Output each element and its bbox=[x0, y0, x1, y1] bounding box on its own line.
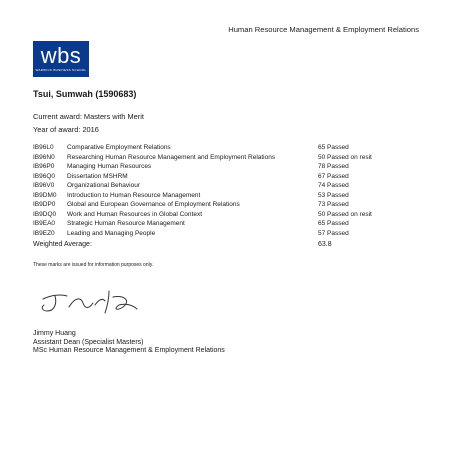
module-mark: 50 Passed on resit bbox=[318, 153, 372, 161]
module-list bbox=[33, 143, 423, 238]
module-row bbox=[33, 153, 423, 163]
wbs-logo bbox=[33, 41, 89, 77]
module-code: IB9DP0 bbox=[33, 201, 56, 208]
module-title: Introduction to Human Resource Management bbox=[67, 191, 201, 199]
module-code: IB96N0 bbox=[33, 153, 55, 161]
disclaimer-text: These marks are issued for information purposes only. bbox=[33, 262, 154, 268]
signatory-block bbox=[33, 330, 225, 356]
module-title: Comparative Employment Relations bbox=[67, 144, 171, 151]
weighted-average-value: 63.8 bbox=[318, 241, 332, 248]
module-code: IB96V0 bbox=[33, 182, 55, 189]
module-mark: 65 Passed bbox=[318, 220, 349, 227]
current-award: Current award: Masters with Merit bbox=[33, 112, 144, 121]
module-mark: 78 Passed bbox=[318, 163, 349, 170]
module-row bbox=[33, 210, 423, 220]
module-title: Dissertation MSHRM bbox=[67, 172, 128, 180]
logo-subtitle: WARWICK BUSINESS SCHOOL bbox=[35, 68, 87, 72]
signatory-name: Jimmy Huang bbox=[33, 330, 76, 337]
module-mark: 74 Passed bbox=[318, 182, 349, 189]
signatory-programme: MSc Human Resource Management & Employment Relations bbox=[33, 347, 225, 355]
module-code: IB96P0 bbox=[33, 163, 55, 170]
module-title: Global and European Governance of Employment Relations bbox=[67, 201, 240, 208]
module-mark: 57 Passed bbox=[318, 229, 349, 237]
module-code: IB9EA0 bbox=[33, 220, 56, 227]
module-code: IB9DQ0 bbox=[33, 210, 57, 218]
module-title: Organizational Behaviour bbox=[67, 182, 140, 189]
year-of-award: Year of award: 2016 bbox=[33, 125, 99, 134]
weighted-average-label: Weighted Average: bbox=[33, 241, 92, 248]
module-mark: 67 Passed bbox=[318, 172, 349, 180]
module-mark: 50 Passed on resit bbox=[318, 210, 372, 218]
weighted-average bbox=[33, 241, 423, 251]
module-row bbox=[33, 181, 423, 191]
module-row bbox=[33, 162, 423, 172]
module-mark: 53 Passed bbox=[318, 191, 349, 199]
module-code: IB9DM0 bbox=[33, 191, 57, 199]
module-code: IB96Q0 bbox=[33, 172, 56, 180]
module-title: Managing Human Resources bbox=[67, 163, 152, 170]
module-code: IB96L0 bbox=[33, 144, 54, 151]
module-title: Researching Human Resource Management and Employment Relations bbox=[67, 153, 276, 161]
logo-wordmark: wbs bbox=[40, 43, 82, 68]
module-row bbox=[33, 219, 423, 229]
module-row bbox=[33, 172, 423, 182]
programme-header: Human Resource Management & Employment Relations bbox=[228, 25, 419, 34]
module-row bbox=[33, 229, 423, 239]
signature-image bbox=[33, 285, 143, 325]
module-title: Leading and Managing People bbox=[67, 229, 156, 237]
module-mark: 73 Passed bbox=[318, 201, 349, 208]
signatory-role: Assistant Dean (Specialist Masters) bbox=[33, 338, 144, 346]
module-row bbox=[33, 143, 423, 153]
module-mark: 65 Passed bbox=[318, 144, 349, 151]
module-title: Work and Human Resources in Global Context bbox=[67, 210, 202, 218]
module-code: IB9EZ0 bbox=[33, 229, 55, 237]
module-row bbox=[33, 200, 423, 210]
student-name: Tsui, Sumwah (1590683) bbox=[33, 89, 137, 99]
module-title: Strategic Human Resource Management bbox=[67, 220, 185, 227]
module-row bbox=[33, 191, 423, 201]
